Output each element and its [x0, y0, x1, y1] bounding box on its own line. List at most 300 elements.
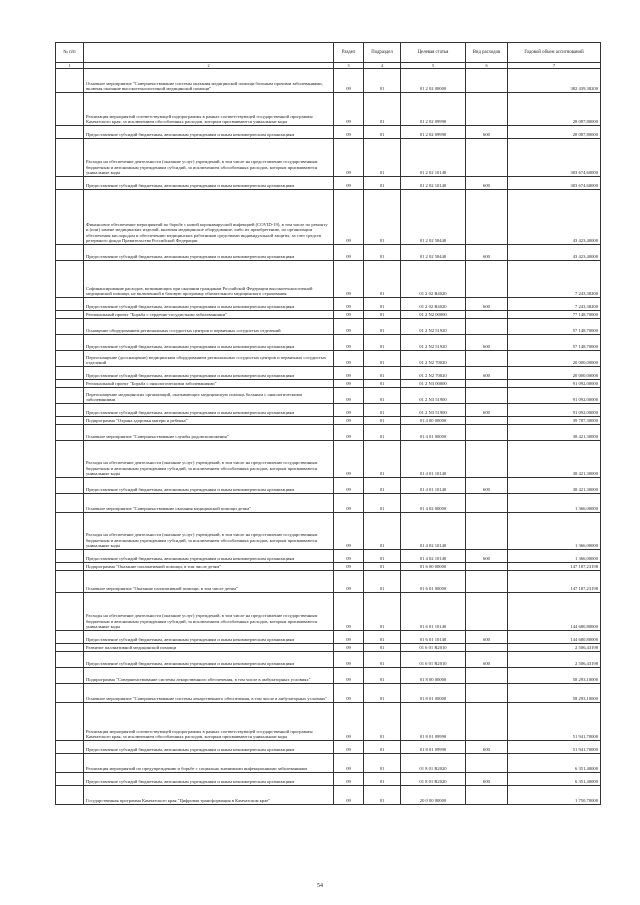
- row-number-cell: [56, 351, 84, 367]
- row-subsection-cell: 01: [364, 190, 401, 245]
- row-subsection-cell: 01: [364, 417, 401, 425]
- row-target-article-cell: 01 6 01 10140: [401, 593, 466, 631]
- row-amount-cell: 51 941,70000: [508, 703, 601, 741]
- table-row: [56, 631, 601, 644]
- budget-table-sheet: [55, 42, 600, 805]
- table-row: [56, 367, 601, 380]
- row-number-cell: [56, 404, 84, 417]
- row-expense-type-cell: 600: [466, 741, 508, 754]
- row-target-article-cell: 01 8 01 R2020: [401, 773, 466, 786]
- row-number-cell: [56, 380, 84, 388]
- row-section-cell: 09: [334, 126, 364, 139]
- row-subsection-cell: 01: [364, 351, 401, 367]
- row-section-cell: 09: [334, 380, 364, 388]
- table-row: [56, 69, 601, 93]
- budget-table: [55, 42, 601, 805]
- row-subsection-cell: 01: [364, 404, 401, 417]
- row-amount-cell: 1 366,00000: [508, 550, 601, 563]
- row-target-article-cell: 01 4 01 10140: [401, 441, 466, 478]
- row-expense-type-cell: [466, 571, 508, 593]
- row-section-cell: 09: [334, 245, 364, 261]
- row-name-cell: Реализация мероприятий соответствующей подпрограммы в рамках соответствующей государственной программы Камчатского края, за исключением обособленных расходов, которым присваиваются уникальные коды: [84, 703, 334, 741]
- row-section-cell: 09: [334, 494, 364, 513]
- row-number-cell: [56, 773, 84, 786]
- row-amount-cell: 303 674,60000: [508, 139, 601, 177]
- row-name-cell: Предоставление субсидий бюджетным, автономным учреждениям и иным некоммерческим организациям: [84, 773, 334, 786]
- row-amount-cell: 77 148,70000: [508, 311, 601, 319]
- row-number-cell: [56, 425, 84, 441]
- table-row: [56, 126, 601, 139]
- row-target-article-cell: 01 2 N3 51900: [401, 388, 466, 404]
- row-number-cell: [56, 261, 84, 298]
- table-row: [56, 513, 601, 550]
- table-row: [56, 425, 601, 441]
- row-target-article-cell: 01 2 02 58440: [401, 190, 466, 245]
- row-section-cell: 09: [334, 668, 364, 684]
- row-subsection-cell: 01: [364, 245, 401, 261]
- row-number-cell: [56, 631, 84, 644]
- table-row: [56, 93, 601, 126]
- row-name-cell: Расходы на обеспечение деятельности (оказание услуг) учреждений, в том числе на предоставление государственным бюджетным и автономным учреждениям субсидий, за исключением обособленных расходов, которым присваиваются уникальные коды: [84, 441, 334, 478]
- row-target-article-cell: 01 8 00 00000: [401, 668, 466, 684]
- row-expense-type-cell: [466, 703, 508, 741]
- row-amount-cell: 51 941,70000: [508, 741, 601, 754]
- row-name-cell: Переоснащение медицинских организаций, оказывающих медицинскую помощь больным с онкологическими заболеваниями: [84, 388, 334, 404]
- row-name-cell: Развитие паллиативной медицинской помощи: [84, 644, 334, 652]
- table-row: [56, 741, 601, 754]
- row-subsection-cell: 01: [364, 319, 401, 335]
- row-subsection-cell: 01: [364, 631, 401, 644]
- row-expense-type-cell: 600: [466, 298, 508, 311]
- row-amount-cell: 91 092,00000: [508, 388, 601, 404]
- table-row: [56, 177, 601, 190]
- row-name-cell: Предоставление субсидий бюджетным, автономным учреждениям и иным некоммерческим организациям: [84, 741, 334, 754]
- row-target-article-cell: 01 8 01 R2020: [401, 754, 466, 773]
- row-target-article-cell: 01 2 02 10140: [401, 139, 466, 177]
- row-name-cell: Подпрограмма "Совершенствование системы лекарственного обеспечения, в том числе в амбулаторных условиях": [84, 668, 334, 684]
- row-target-article-cell: 20 0 00 00000: [401, 786, 466, 805]
- row-amount-cell: 2 506,43198: [508, 644, 601, 652]
- row-section-cell: 09: [334, 644, 364, 652]
- row-amount-cell: 91 092,00000: [508, 404, 601, 417]
- row-expense-type-cell: 600: [466, 652, 508, 668]
- header-number: № п/п: [56, 43, 84, 63]
- row-number-cell: [56, 298, 84, 311]
- row-number-cell: [56, 177, 84, 190]
- row-number-cell: [56, 126, 84, 139]
- row-amount-cell: 6 351,40000: [508, 773, 601, 786]
- row-expense-type-cell: 600: [466, 126, 508, 139]
- row-subsection-cell: 01: [364, 425, 401, 441]
- row-number-cell: [56, 441, 84, 478]
- row-section-cell: 09: [334, 571, 364, 593]
- row-expense-type-cell: 600: [466, 245, 508, 261]
- row-expense-type-cell: [466, 513, 508, 550]
- row-section-cell: 09: [334, 319, 364, 335]
- row-target-article-cell: 01 2 02 00000: [401, 69, 466, 93]
- row-amount-cell: 20 000,00000: [508, 367, 601, 380]
- table-row: [56, 319, 601, 335]
- row-amount-cell: 144 680,80000: [508, 593, 601, 631]
- row-target-article-cell: 01 2 02 R4020: [401, 261, 466, 298]
- row-amount-cell: 39 787,30000: [508, 417, 601, 425]
- row-amount-cell: 147 187,23198: [508, 571, 601, 593]
- row-expense-type-cell: [466, 668, 508, 684]
- row-expense-type-cell: [466, 563, 508, 571]
- row-target-article-cell: 01 2 02 09990: [401, 126, 466, 139]
- table-row: [56, 190, 601, 245]
- row-amount-cell: 1 366,00000: [508, 513, 601, 550]
- row-name-cell: Предоставление субсидий бюджетным, автономным учреждениям и иным некоммерческим организациям: [84, 652, 334, 668]
- row-expense-type-cell: [466, 441, 508, 478]
- table-row: [56, 417, 601, 425]
- row-amount-cell: 7 243,38200: [508, 298, 601, 311]
- row-number-cell: [56, 593, 84, 631]
- table-row: [56, 404, 601, 417]
- row-amount-cell: 2 506,43198: [508, 652, 601, 668]
- row-number-cell: [56, 69, 84, 93]
- row-name-cell: Предоставление субсидий бюджетным, автономным учреждениям и иным некоммерческим организациям: [84, 550, 334, 563]
- row-section-cell: 09: [334, 513, 364, 550]
- table-row: [56, 684, 601, 703]
- row-target-article-cell: 01 4 02 10140: [401, 550, 466, 563]
- row-number-cell: [56, 417, 84, 425]
- table-row: [56, 441, 601, 478]
- row-target-article-cell: 01 6 00 00000: [401, 563, 466, 571]
- row-subsection-cell: 01: [364, 684, 401, 703]
- row-section-cell: 09: [334, 311, 364, 319]
- row-target-article-cell: 01 8 01 09990: [401, 703, 466, 741]
- row-target-article-cell: 01 2 N3 00000: [401, 380, 466, 388]
- row-expense-type-cell: [466, 786, 508, 805]
- row-target-article-cell: 01 6 01 R2010: [401, 644, 466, 652]
- row-number-cell: [56, 93, 84, 126]
- row-subsection-cell: 01: [364, 550, 401, 563]
- table-body: [56, 69, 601, 805]
- row-target-article-cell: 01 2 N2 51920: [401, 319, 466, 335]
- row-name-cell: Переоснащение (дооснащение) медицинским оборудованием региональных сосудистых центров и первичных сосудистых отделений: [84, 351, 334, 367]
- row-section-cell: 09: [334, 404, 364, 417]
- row-name-cell: Реализация мероприятий по предупреждению и борьбе с социально значимыми инфекционными заболеваниями: [84, 754, 334, 773]
- row-name-cell: Региональный проект "Борьба с онкологическими заболеваниями": [84, 380, 334, 388]
- row-subsection-cell: 01: [364, 261, 401, 298]
- row-expense-type-cell: [466, 684, 508, 703]
- row-subsection-cell: 01: [364, 367, 401, 380]
- row-expense-type-cell: [466, 494, 508, 513]
- row-target-article-cell: 01 2 N2 51920: [401, 335, 466, 351]
- row-number-cell: [56, 513, 84, 550]
- row-expense-type-cell: 600: [466, 631, 508, 644]
- row-number-cell: [56, 139, 84, 177]
- row-name-cell: Оснащение оборудованием региональных сосудистых центров и первичных сосудистых отделений: [84, 319, 334, 335]
- row-section-cell: 09: [334, 631, 364, 644]
- row-subsection-cell: 01: [364, 69, 401, 93]
- table-row: [56, 261, 601, 298]
- table-row: [56, 494, 601, 513]
- row-target-article-cell: 01 4 01 00000: [401, 425, 466, 441]
- row-number-cell: [56, 741, 84, 754]
- row-number-cell: [56, 644, 84, 652]
- row-amount-cell: 20 000,00000: [508, 351, 601, 367]
- row-section-cell: 09: [334, 773, 364, 786]
- table-row: [56, 478, 601, 494]
- row-amount-cell: 28 087,80000: [508, 93, 601, 126]
- row-amount-cell: 7 243,38200: [508, 261, 601, 298]
- row-amount-cell: 91 092,00000: [508, 380, 601, 388]
- row-amount-cell: 6 351,40000: [508, 754, 601, 773]
- row-name-cell: Предоставление субсидий бюджетным, автономным учреждениям и иным некоммерческим организациям: [84, 404, 334, 417]
- row-name-cell: Региональный проект "Борьба с сердечно-сосудистыми заболеваниями": [84, 311, 334, 319]
- row-number-cell: [56, 550, 84, 563]
- table-row: [56, 550, 601, 563]
- row-name-cell: Основное мероприятие "Совершенствование системы оказания медицинской помощи больным прочими заболеваниями, включая оказание высокотехнологичной медицинской помощи": [84, 69, 334, 93]
- row-target-article-cell: 01 2 02 10140: [401, 177, 466, 190]
- row-target-article-cell: 01 2 02 09990: [401, 93, 466, 126]
- row-name-cell: Предоставление субсидий бюджетным, автономным учреждениям и иным некоммерческим организациям: [84, 631, 334, 644]
- row-section-cell: 09: [334, 703, 364, 741]
- row-section-cell: 09: [334, 261, 364, 298]
- table-row: [56, 380, 601, 388]
- row-subsection-cell: 01: [364, 563, 401, 571]
- row-number-cell: [56, 754, 84, 773]
- column-number: 1: [56, 63, 84, 69]
- row-section-cell: 09: [334, 684, 364, 703]
- row-expense-type-cell: 600: [466, 404, 508, 417]
- row-amount-cell: 303 674,60000: [508, 177, 601, 190]
- row-subsection-cell: 01: [364, 668, 401, 684]
- row-amount-cell: 38 421,30000: [508, 425, 601, 441]
- row-expense-type-cell: 600: [466, 177, 508, 190]
- row-expense-type-cell: [466, 190, 508, 245]
- row-name-cell: Предоставление субсидий бюджетным, автономным учреждениям и иным некоммерческим организациям: [84, 177, 334, 190]
- row-amount-cell: 1 750,70000: [508, 786, 601, 805]
- row-section-cell: 09: [334, 425, 364, 441]
- row-subsection-cell: 01: [364, 513, 401, 550]
- table-row: [56, 773, 601, 786]
- row-section-cell: 09: [334, 335, 364, 351]
- row-section-cell: 09: [334, 741, 364, 754]
- row-section-cell: 09: [334, 298, 364, 311]
- row-section-cell: 09: [334, 754, 364, 773]
- row-amount-cell: 58 293,10000: [508, 684, 601, 703]
- row-amount-cell: 38 421,30000: [508, 441, 601, 478]
- row-subsection-cell: 01: [364, 773, 401, 786]
- row-number-cell: [56, 652, 84, 668]
- row-name-cell: Подпрограмма "Оказание паллиативной помощи, в том числе детям": [84, 563, 334, 571]
- row-section-cell: 09: [334, 190, 364, 245]
- row-name-cell: Основное мероприятие "Совершенствование службы родовспоможения": [84, 425, 334, 441]
- row-target-article-cell: 01 8 01 09990: [401, 741, 466, 754]
- row-subsection-cell: 01: [364, 478, 401, 494]
- row-name-cell: Подпрограмма "Охрана здоровья матери и ребенка": [84, 417, 334, 425]
- row-number-cell: [56, 571, 84, 593]
- row-target-article-cell: 01 6 01 R2010: [401, 652, 466, 668]
- row-subsection-cell: 01: [364, 644, 401, 652]
- row-subsection-cell: 01: [364, 380, 401, 388]
- row-target-article-cell: 01 2 N2 70020: [401, 351, 466, 367]
- table-row: [56, 593, 601, 631]
- row-subsection-cell: 01: [364, 593, 401, 631]
- row-section-cell: 09: [334, 652, 364, 668]
- row-section-cell: 09: [334, 593, 364, 631]
- table-row: [56, 298, 601, 311]
- row-subsection-cell: 01: [364, 571, 401, 593]
- row-target-article-cell: 01 2 N2 00000: [401, 311, 466, 319]
- row-name-cell: Основное мероприятие "Совершенствование оказания медицинской помощи детям": [84, 494, 334, 513]
- column-number: 2: [84, 63, 334, 69]
- row-number-cell: [56, 684, 84, 703]
- row-name-cell: Реализация мероприятий соответствующей подпрограммы в рамках соответствующей государственной программы Камчатского края, за исключением обособленных расходов, которым присваиваются уникальные коды: [84, 93, 334, 126]
- row-section-cell: 09: [334, 177, 364, 190]
- row-section-cell: 09: [334, 441, 364, 478]
- row-subsection-cell: 01: [364, 741, 401, 754]
- row-expense-type-cell: 600: [466, 550, 508, 563]
- row-number-cell: [56, 319, 84, 335]
- row-subsection-cell: 01: [364, 441, 401, 478]
- column-number: 4: [364, 63, 401, 69]
- row-number-cell: [56, 478, 84, 494]
- row-target-article-cell: 01 4 01 10140: [401, 478, 466, 494]
- row-number-cell: [56, 311, 84, 319]
- row-number-cell: [56, 563, 84, 571]
- table-row: [56, 335, 601, 351]
- row-subsection-cell: 01: [364, 93, 401, 126]
- page-number: 54: [317, 883, 323, 889]
- row-section-cell: 09: [334, 563, 364, 571]
- row-expense-type-cell: [466, 644, 508, 652]
- column-number: 6: [466, 63, 508, 69]
- row-expense-type-cell: [466, 319, 508, 335]
- header-section: Раздел: [334, 43, 364, 63]
- row-subsection-cell: 01: [364, 703, 401, 741]
- row-subsection-cell: 01: [364, 126, 401, 139]
- row-name-cell: Расходы на обеспечение деятельности (оказание услуг) учреждений, в том числе на предоставление государственным бюджетным и автономным учреждениям субсидий, за исключением обособленных расходов, которым присваиваются уникальные коды: [84, 513, 334, 550]
- row-subsection-cell: 01: [364, 311, 401, 319]
- row-name-cell: Расходы на обеспечение деятельности (оказание услуг) учреждений, в том числе на предоставление государственным бюджетным и автономным учреждениям субсидий, за исключением обособленных расходов, которым присваиваются уникальные коды: [84, 139, 334, 177]
- row-name-cell: Софинансирование расходов, возникающих при оказании гражданам Российской Федерации высокотехнологичной медицинской помощи, не включенной в базовую программу обязательного медицинского страхования: [84, 261, 334, 298]
- row-expense-type-cell: [466, 93, 508, 126]
- row-name-cell: Предоставление субсидий бюджетным, автономным учреждениям и иным некоммерческим организациям: [84, 478, 334, 494]
- row-number-cell: [56, 703, 84, 741]
- table-row: [56, 245, 601, 261]
- row-section-cell: 09: [334, 139, 364, 177]
- row-name-cell: Расходы на обеспечение деятельности (оказание услуг) учреждений, в том числе на предоставление государственным бюджетным и автономным учреждениям субсидий, за исключением обособленных расходов, которым присваиваются уникальные коды: [84, 593, 334, 631]
- table-row: [56, 139, 601, 177]
- row-name-cell: Основное мероприятие "Оказание паллиативной помощи, в том числе детям": [84, 571, 334, 593]
- row-target-article-cell: 01 2 N2 70020: [401, 367, 466, 380]
- table-row: [56, 351, 601, 367]
- row-target-article-cell: 01 4 02 00000: [401, 494, 466, 513]
- row-number-cell: [56, 367, 84, 380]
- row-subsection-cell: 01: [364, 335, 401, 351]
- row-subsection-cell: 01: [364, 754, 401, 773]
- table-row: [56, 652, 601, 668]
- row-subsection-cell: 01: [364, 388, 401, 404]
- row-section-cell: 09: [334, 93, 364, 126]
- row-section-cell: 09: [334, 550, 364, 563]
- row-amount-cell: 147 187,23198: [508, 563, 601, 571]
- table-header-row: [56, 43, 601, 63]
- row-amount-cell: 57 148,70000: [508, 319, 601, 335]
- column-number: 7: [508, 63, 601, 69]
- row-expense-type-cell: [466, 380, 508, 388]
- row-name-cell: Предоставление субсидий бюджетным, автономным учреждениям и иным некоммерческим организациям: [84, 367, 334, 380]
- row-amount-cell: 28 087,80000: [508, 126, 601, 139]
- row-target-article-cell: 01 8 01 00000: [401, 684, 466, 703]
- row-name-cell: Предоставление субсидий бюджетным, автономным учреждениям и иным некоммерческим организациям: [84, 126, 334, 139]
- table-row: [56, 311, 601, 319]
- row-subsection-cell: 01: [364, 494, 401, 513]
- row-amount-cell: 382 439,38200: [508, 69, 601, 93]
- table-row: [56, 754, 601, 773]
- row-subsection-cell: 01: [364, 139, 401, 177]
- row-number-cell: [56, 786, 84, 805]
- row-expense-type-cell: [466, 425, 508, 441]
- row-expense-type-cell: 600: [466, 367, 508, 380]
- row-expense-type-cell: [466, 139, 508, 177]
- row-expense-type-cell: 600: [466, 478, 508, 494]
- row-section-cell: 09: [334, 351, 364, 367]
- row-target-article-cell: 01 2 02 58440: [401, 245, 466, 261]
- header-name: [84, 43, 334, 63]
- row-expense-type-cell: [466, 754, 508, 773]
- header-expense-type: Вид расходов: [466, 43, 508, 63]
- row-name-cell: Государственная программа Камчатского края "Цифровая трансформация в Камчатском крае": [84, 786, 334, 805]
- row-number-cell: [56, 335, 84, 351]
- row-expense-type-cell: [466, 417, 508, 425]
- row-subsection-cell: 01: [364, 652, 401, 668]
- row-target-article-cell: 01 2 02 R4020: [401, 298, 466, 311]
- row-amount-cell: 43 423,40000: [508, 190, 601, 245]
- row-amount-cell: 57 148,70000: [508, 335, 601, 351]
- row-section-cell: 09: [334, 388, 364, 404]
- row-target-article-cell: 01 4 02 10140: [401, 513, 466, 550]
- table-row: [56, 563, 601, 571]
- column-number: 5: [401, 63, 466, 69]
- row-section-cell: 09: [334, 786, 364, 805]
- row-expense-type-cell: [466, 311, 508, 319]
- row-section-cell: 09: [334, 69, 364, 93]
- row-amount-cell: 43 423,40000: [508, 245, 601, 261]
- row-subsection-cell: 01: [364, 298, 401, 311]
- row-name-cell: Основное мероприятие "Совершенствование системы лекарственного обеспечения, в том числе в амбулаторных условиях": [84, 684, 334, 703]
- row-section-cell: 09: [334, 478, 364, 494]
- table-row: [56, 786, 601, 805]
- row-amount-cell: 38 421,30000: [508, 478, 601, 494]
- row-number-cell: [56, 668, 84, 684]
- header-annual-amount: Годовой объем ассигнований: [508, 43, 601, 63]
- header-subsection: Подраздел: [364, 43, 401, 63]
- table-row: [56, 571, 601, 593]
- row-expense-type-cell: [466, 351, 508, 367]
- row-expense-type-cell: [466, 388, 508, 404]
- row-target-article-cell: 01 4 00 00000: [401, 417, 466, 425]
- table-row: [56, 703, 601, 741]
- header-target-article: Целевая статья: [401, 43, 466, 63]
- row-target-article-cell: 01 6 01 10140: [401, 631, 466, 644]
- row-expense-type-cell: [466, 261, 508, 298]
- row-expense-type-cell: 600: [466, 335, 508, 351]
- row-name-cell: Предоставление субсидий бюджетным, автономным учреждениям и иным некоммерческим организациям: [84, 335, 334, 351]
- row-number-cell: [56, 494, 84, 513]
- row-target-article-cell: 01 6 01 00000: [401, 571, 466, 593]
- row-section-cell: 09: [334, 367, 364, 380]
- row-name-cell: Предоставление субсидий бюджетным, автономным учреждениям и иным некоммерческим организациям: [84, 298, 334, 311]
- column-number: 3: [334, 63, 364, 69]
- row-amount-cell: 58 293,10000: [508, 668, 601, 684]
- row-target-article-cell: 01 2 N3 51900: [401, 404, 466, 417]
- table-row: [56, 644, 601, 652]
